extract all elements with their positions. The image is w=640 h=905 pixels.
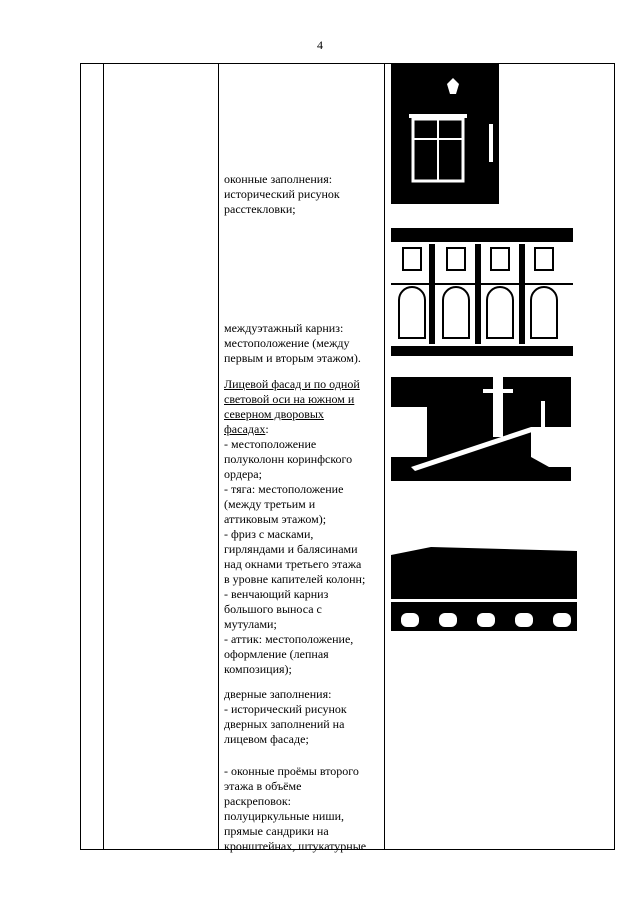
column-divider bbox=[218, 64, 219, 849]
window-photo bbox=[391, 64, 499, 204]
door-fillings-text: дверные заполнения: - исторический рисунок дверных заполнений на лицевом фасаде; bbox=[224, 687, 347, 746]
window-fillings-text: оконные заполнения: исторический рисунок расстекловки; bbox=[224, 172, 340, 216]
main-facade-text: Лицевой фасад и по одной световой оси на южном и северном дворовых фасадах: - местоположение полуколонн коринфского ордера; - тяга: местоположение (между третьим и аттиковым этажом); - фриз с масками, гирляндами и балясинами над окнами третьего этажа в уровне капителей колонн; - венчающий карниз большого выноса с мутулами; - аттик: местоположение, оформление (лепная композиция); bbox=[224, 377, 366, 676]
column-divider bbox=[384, 64, 385, 849]
cornice-photo bbox=[391, 541, 577, 631]
page-number: 4 bbox=[317, 38, 323, 52]
window-openings-text: - оконные проёмы второго этажа в объёме раскреповок: полуциркульные ниши, прямые сандрики на кронштейнах, штукатурные bbox=[224, 764, 367, 853]
column-photo bbox=[391, 377, 571, 481]
heritage-table bbox=[80, 63, 615, 853]
column-divider bbox=[103, 64, 104, 849]
facade-photo bbox=[391, 220, 573, 356]
interfloor-cornice-text: междуэтажный карниз: местоположение (между первым и вторым этажом). bbox=[224, 321, 361, 365]
